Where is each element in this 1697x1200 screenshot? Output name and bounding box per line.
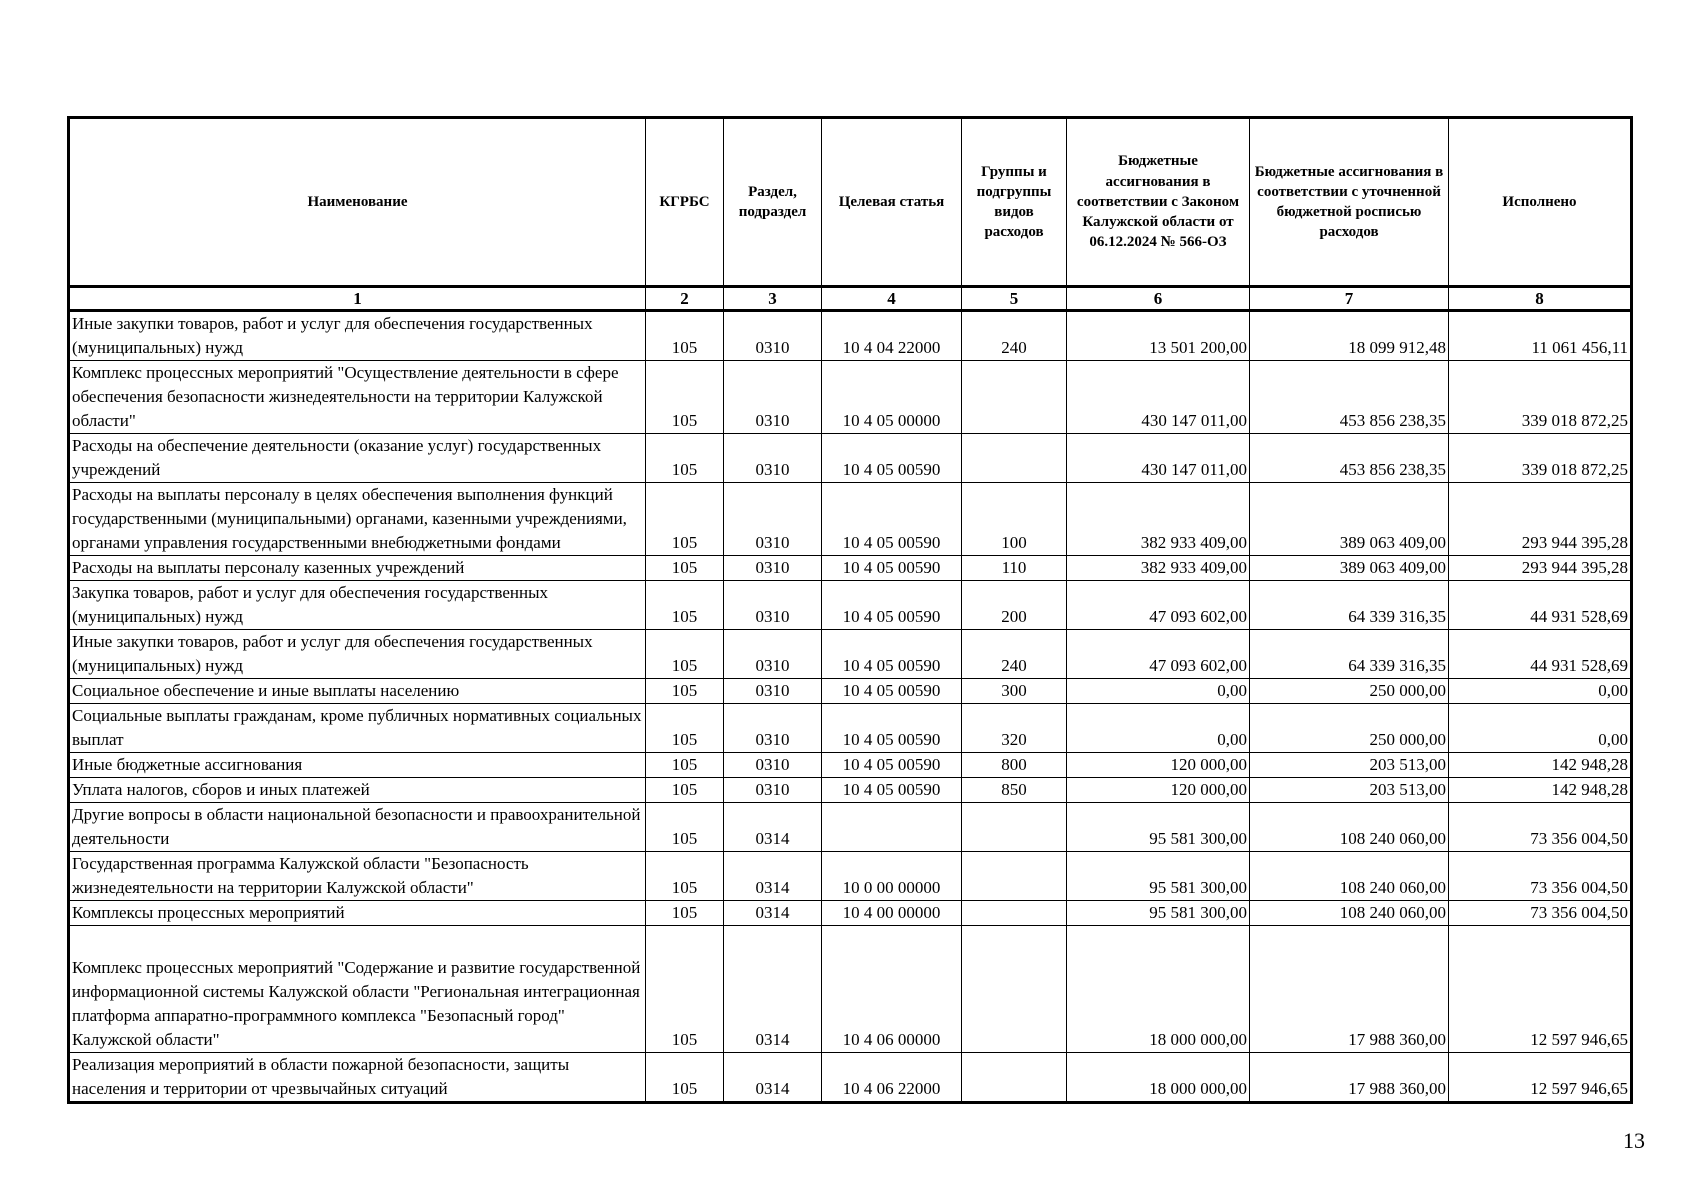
- col-header-name: Наименование: [69, 118, 646, 287]
- cell-revised: 64 339 316,35: [1250, 630, 1449, 679]
- cell-revised: 108 240 060,00: [1250, 803, 1449, 852]
- cell-law: 430 147 011,00: [1067, 434, 1250, 483]
- cell-razdel: 0314: [724, 926, 822, 1053]
- cell-revised: 250 000,00: [1250, 679, 1449, 704]
- cell-celevaya: 10 4 06 22000: [822, 1053, 962, 1103]
- cell-law: 382 933 409,00: [1067, 556, 1250, 581]
- table-row: [69, 852, 1632, 901]
- cell-vid: [962, 434, 1067, 483]
- table-row: [69, 901, 1632, 926]
- cell-name: Расходы на обеспечение деятельности (оказание услуг) государственных учреждений: [69, 434, 646, 483]
- table-row: [69, 311, 1632, 361]
- cell-kgrbs: 105: [646, 679, 724, 704]
- cell-kgrbs: 105: [646, 926, 724, 1053]
- cell-name: Социальное обеспечение и иные выплаты населению: [69, 679, 646, 704]
- cell-kgrbs: 105: [646, 803, 724, 852]
- cell-celevaya: 10 4 04 22000: [822, 311, 962, 361]
- table-row: [69, 630, 1632, 679]
- cell-revised: 17 988 360,00: [1250, 1053, 1449, 1103]
- cell-executed: 73 356 004,50: [1449, 901, 1632, 926]
- col-number: 1: [69, 287, 646, 311]
- cell-vid: [962, 1053, 1067, 1103]
- cell-name: Комплекс процессных мероприятий "Содержание и развитие государственной информационной системы Калужской области "Региональная интеграционная платформа аппаратно-программного комплекса "Безопасный город" Калужской области": [69, 926, 646, 1053]
- cell-celevaya: 10 0 00 00000: [822, 852, 962, 901]
- cell-revised: 108 240 060,00: [1250, 852, 1449, 901]
- table-row: [69, 753, 1632, 778]
- cell-razdel: 0310: [724, 753, 822, 778]
- cell-name: Комплексы процессных мероприятий: [69, 901, 646, 926]
- cell-name: Иные закупки товаров, работ и услуг для обеспечения государственных (муниципальных) нужд: [69, 311, 646, 361]
- col-header-revised: Бюджетные ассигнования в соответствии с уточненной бюджетной росписью расходов: [1250, 118, 1449, 287]
- cell-revised: 64 339 316,35: [1250, 581, 1449, 630]
- cell-kgrbs: 105: [646, 556, 724, 581]
- col-number: 5: [962, 287, 1067, 311]
- cell-razdel: 0310: [724, 704, 822, 753]
- cell-name: Уплата налогов, сборов и иных платежей: [69, 778, 646, 803]
- cell-celevaya: 10 4 05 00590: [822, 679, 962, 704]
- cell-law: 382 933 409,00: [1067, 483, 1250, 556]
- cell-razdel: 0310: [724, 581, 822, 630]
- col-header-celevaya: Целевая статья: [822, 118, 962, 287]
- cell-razdel: 0314: [724, 803, 822, 852]
- col-number: 7: [1250, 287, 1449, 311]
- table-row: [69, 926, 1632, 1053]
- cell-law: 95 581 300,00: [1067, 803, 1250, 852]
- cell-vid: [962, 852, 1067, 901]
- cell-law: 47 093 602,00: [1067, 581, 1250, 630]
- table-row: [69, 434, 1632, 483]
- cell-revised: 389 063 409,00: [1250, 556, 1449, 581]
- cell-celevaya: 10 4 06 00000: [822, 926, 962, 1053]
- cell-revised: 453 856 238,35: [1250, 361, 1449, 434]
- cell-executed: 73 356 004,50: [1449, 803, 1632, 852]
- cell-revised: 203 513,00: [1250, 753, 1449, 778]
- col-header-kgrbs: КГРБС: [646, 118, 724, 287]
- cell-law: 120 000,00: [1067, 778, 1250, 803]
- cell-celevaya: 10 4 05 00590: [822, 434, 962, 483]
- cell-executed: 0,00: [1449, 704, 1632, 753]
- cell-revised: 389 063 409,00: [1250, 483, 1449, 556]
- cell-celevaya: 10 4 05 00590: [822, 556, 962, 581]
- cell-name: Другие вопросы в области национальной безопасности и правоохранительной деятельности: [69, 803, 646, 852]
- cell-celevaya: 10 4 00 00000: [822, 901, 962, 926]
- cell-executed: 339 018 872,25: [1449, 434, 1632, 483]
- cell-vid: 240: [962, 630, 1067, 679]
- cell-revised: 18 099 912,48: [1250, 311, 1449, 361]
- cell-law: 120 000,00: [1067, 753, 1250, 778]
- page-number: 13: [1623, 1128, 1645, 1153]
- cell-law: 95 581 300,00: [1067, 852, 1250, 901]
- cell-executed: 12 597 946,65: [1449, 926, 1632, 1053]
- cell-razdel: 0310: [724, 778, 822, 803]
- table-row: [69, 1053, 1632, 1103]
- cell-celevaya: 10 4 05 00590: [822, 581, 962, 630]
- col-number: 6: [1067, 287, 1250, 311]
- cell-law: 18 000 000,00: [1067, 1053, 1250, 1103]
- cell-revised: 250 000,00: [1250, 704, 1449, 753]
- cell-celevaya: 10 4 05 00590: [822, 630, 962, 679]
- table-row: [69, 679, 1632, 704]
- table-row: [69, 704, 1632, 753]
- cell-kgrbs: 105: [646, 753, 724, 778]
- cell-executed: 339 018 872,25: [1449, 361, 1632, 434]
- cell-kgrbs: 105: [646, 434, 724, 483]
- cell-executed: 293 944 395,28: [1449, 556, 1632, 581]
- cell-name: Закупка товаров, работ и услуг для обеспечения государственных (муниципальных) нужд: [69, 581, 646, 630]
- cell-celevaya: 10 4 05 00000: [822, 361, 962, 434]
- col-header-law: Бюджетные ассигнования в соответствии с Законом Калужской области от 06.12.2024 № 566-ОЗ: [1067, 118, 1250, 287]
- cell-razdel: 0310: [724, 434, 822, 483]
- budget-table: [67, 116, 1633, 1104]
- cell-razdel: 0310: [724, 679, 822, 704]
- cell-name: Иные закупки товаров, работ и услуг для обеспечения государственных (муниципальных) нужд: [69, 630, 646, 679]
- cell-kgrbs: 105: [646, 311, 724, 361]
- col-number: 2: [646, 287, 724, 311]
- col-number: 3: [724, 287, 822, 311]
- cell-celevaya: 10 4 05 00590: [822, 753, 962, 778]
- cell-name: Иные бюджетные ассигнования: [69, 753, 646, 778]
- cell-vid: [962, 361, 1067, 434]
- cell-name: Расходы на выплаты персоналу казенных учреждений: [69, 556, 646, 581]
- cell-vid: 320: [962, 704, 1067, 753]
- cell-revised: 17 988 360,00: [1250, 926, 1449, 1053]
- cell-celevaya: 10 4 05 00590: [822, 483, 962, 556]
- cell-vid: [962, 803, 1067, 852]
- cell-kgrbs: 105: [646, 630, 724, 679]
- table-row: [69, 778, 1632, 803]
- cell-kgrbs: 105: [646, 1053, 724, 1103]
- table-row: [69, 556, 1632, 581]
- cell-vid: [962, 926, 1067, 1053]
- cell-celevaya: [822, 803, 962, 852]
- cell-vid: 800: [962, 753, 1067, 778]
- cell-law: 18 000 000,00: [1067, 926, 1250, 1053]
- cell-celevaya: 10 4 05 00590: [822, 704, 962, 753]
- cell-razdel: 0310: [724, 556, 822, 581]
- cell-kgrbs: 105: [646, 852, 724, 901]
- cell-law: 13 501 200,00: [1067, 311, 1250, 361]
- cell-kgrbs: 105: [646, 361, 724, 434]
- cell-name: Расходы на выплаты персоналу в целях обеспечения выполнения функций государственными (муниципальными) органами, казенными учреждениями, органами управления государственными внебюджетными фондами: [69, 483, 646, 556]
- col-number: 4: [822, 287, 962, 311]
- cell-kgrbs: 105: [646, 778, 724, 803]
- cell-executed: 142 948,28: [1449, 753, 1632, 778]
- col-header-executed: Исполнено: [1449, 118, 1632, 287]
- cell-vid: 100: [962, 483, 1067, 556]
- table-row: [69, 803, 1632, 852]
- cell-razdel: 0314: [724, 852, 822, 901]
- cell-vid: [962, 901, 1067, 926]
- cell-name: Государственная программа Калужской области "Безопасность жизнедеятельности на территории Калужской области": [69, 852, 646, 901]
- cell-executed: 12 597 946,65: [1449, 1053, 1632, 1103]
- cell-name: Социальные выплаты гражданам, кроме публичных нормативных социальных выплат: [69, 704, 646, 753]
- cell-kgrbs: 105: [646, 483, 724, 556]
- cell-kgrbs: 105: [646, 581, 724, 630]
- cell-vid: 200: [962, 581, 1067, 630]
- cell-law: 47 093 602,00: [1067, 630, 1250, 679]
- cell-law: 430 147 011,00: [1067, 361, 1250, 434]
- cell-executed: 44 931 528,69: [1449, 581, 1632, 630]
- cell-law: 0,00: [1067, 679, 1250, 704]
- column-numbers-row: [69, 287, 1632, 311]
- cell-razdel: 0314: [724, 901, 822, 926]
- cell-executed: 0,00: [1449, 679, 1632, 704]
- header-row: [69, 118, 1632, 287]
- col-header-razdel: Раздел, подраздел: [724, 118, 822, 287]
- table-row: [69, 483, 1632, 556]
- cell-executed: 73 356 004,50: [1449, 852, 1632, 901]
- col-header-vid: Группы и подгруппы видов расходов: [962, 118, 1067, 287]
- cell-executed: 293 944 395,28: [1449, 483, 1632, 556]
- cell-razdel: 0314: [724, 1053, 822, 1103]
- cell-law: 95 581 300,00: [1067, 901, 1250, 926]
- cell-executed: 11 061 456,11: [1449, 311, 1632, 361]
- cell-name: Комплекс процессных мероприятий "Осуществление деятельности в сфере обеспечения безопасности жизнедеятельности на территории Калужской области": [69, 361, 646, 434]
- cell-revised: 108 240 060,00: [1250, 901, 1449, 926]
- cell-vid: 300: [962, 679, 1067, 704]
- cell-razdel: 0310: [724, 630, 822, 679]
- cell-vid: 850: [962, 778, 1067, 803]
- cell-law: 0,00: [1067, 704, 1250, 753]
- cell-revised: 453 856 238,35: [1250, 434, 1449, 483]
- cell-razdel: 0310: [724, 361, 822, 434]
- cell-vid: 240: [962, 311, 1067, 361]
- table-row: [69, 361, 1632, 434]
- cell-executed: 142 948,28: [1449, 778, 1632, 803]
- cell-revised: 203 513,00: [1250, 778, 1449, 803]
- cell-celevaya: 10 4 05 00590: [822, 778, 962, 803]
- cell-vid: 110: [962, 556, 1067, 581]
- cell-razdel: 0310: [724, 311, 822, 361]
- cell-name: Реализация мероприятий в области пожарной безопасности, защиты населения и территории от чрезвычайных ситуаций: [69, 1053, 646, 1103]
- cell-executed: 44 931 528,69: [1449, 630, 1632, 679]
- cell-razdel: 0310: [724, 483, 822, 556]
- col-number: 8: [1449, 287, 1632, 311]
- cell-kgrbs: 105: [646, 704, 724, 753]
- cell-kgrbs: 105: [646, 901, 724, 926]
- table-row: [69, 581, 1632, 630]
